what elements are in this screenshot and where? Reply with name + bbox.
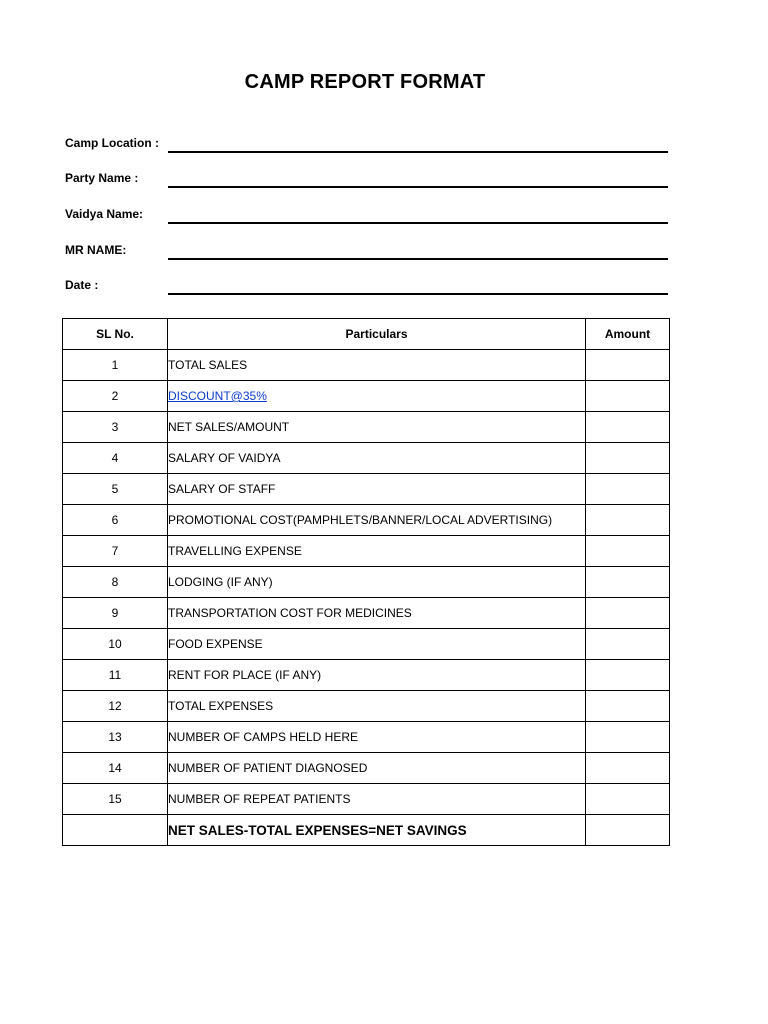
field-date [65,268,668,304]
row-amount-cell[interactable] [586,753,670,784]
row-particulars: NUMBER OF REPEAT PATIENTS [168,784,586,815]
table-row [63,443,670,474]
row-sl-no: 7 [63,536,168,567]
row-particulars: NET SALES/AMOUNT [168,412,586,443]
table-row [63,412,670,443]
row-sl-no: 10 [63,629,168,660]
row-sl-no: 13 [63,722,168,753]
field-label: MR NAME: [65,243,127,257]
row-amount-cell[interactable] [586,784,670,815]
row-amount-cell[interactable] [586,536,670,567]
report-table [62,318,670,846]
table-row [63,381,670,412]
row-particulars: TRAVELLING EXPENSE [168,536,586,567]
row-amount-cell[interactable] [586,598,670,629]
row-particulars: TRANSPORTATION COST FOR MEDICINES [168,598,586,629]
table-row [63,691,670,722]
row-amount-cell[interactable] [586,350,670,381]
row-particulars: FOOD EXPENSE [168,629,586,660]
table-header-row [63,319,670,350]
header-sl-no: SL No. [63,319,168,350]
row-sl-no [63,815,168,846]
row-sl-no: 9 [63,598,168,629]
row-sl-no: 4 [63,443,168,474]
table-row [63,660,670,691]
table-row [63,722,670,753]
row-amount-cell[interactable] [586,567,670,598]
net-savings-formula: NET SALES-TOTAL EXPENSES=NET SAVINGS [168,815,586,846]
row-particulars [168,381,586,412]
row-particulars: SALARY OF STAFF [168,474,586,505]
row-sl-no: 6 [63,505,168,536]
field-label: Date : [65,278,99,292]
table-row [63,598,670,629]
field-party-name [65,161,668,197]
mr-name-line[interactable] [168,258,668,260]
table-row [63,629,670,660]
row-sl-no: 1 [63,350,168,381]
row-amount-cell[interactable] [586,660,670,691]
row-sl-no: 11 [63,660,168,691]
table-row [63,567,670,598]
discount-link[interactable]: DISCOUNT@35% [168,389,267,403]
table-row [63,784,670,815]
page-title: CAMP REPORT FORMAT [244,71,486,93]
field-mr-name [65,233,668,269]
row-sl-no: 5 [63,474,168,505]
row-amount-cell[interactable] [586,629,670,660]
row-amount-cell[interactable] [586,412,670,443]
row-particulars: SALARY OF VAIDYA [168,443,586,474]
vaidya-name-line[interactable] [168,222,668,224]
row-particulars: PROMOTIONAL COST(PAMPHLETS/BANNER/LOCAL ADVERTISING) [168,505,586,536]
date-line[interactable] [168,293,668,295]
row-sl-no: 14 [63,753,168,784]
row-sl-no: 12 [63,691,168,722]
row-amount-cell[interactable] [586,691,670,722]
row-particulars: TOTAL SALES [168,350,586,381]
row-particulars: TOTAL EXPENSES [168,691,586,722]
row-amount-cell[interactable] [586,381,670,412]
table-row [63,474,670,505]
row-particulars: RENT FOR PLACE (IF ANY) [168,660,586,691]
row-amount-cell[interactable] [586,474,670,505]
row-amount-cell[interactable] [586,505,670,536]
field-label: Camp Location : [65,136,160,150]
field-vaidya-name [65,197,668,233]
net-savings-row [63,815,670,846]
row-particulars: NUMBER OF PATIENT DIAGNOSED [168,753,586,784]
header-amount: Amount [586,319,670,350]
table-row [63,350,670,381]
camp-location-line[interactable] [168,151,668,153]
row-sl-no: 8 [63,567,168,598]
field-camp-location [65,126,668,162]
field-label: Vaidya Name: [65,207,144,221]
row-sl-no: 3 [63,412,168,443]
row-sl-no: 15 [63,784,168,815]
row-particulars: LODGING (IF ANY) [168,567,586,598]
row-amount-cell[interactable] [586,722,670,753]
table-row [63,505,670,536]
row-amount-cell[interactable] [586,443,670,474]
row-amount-cell[interactable] [586,815,670,846]
party-name-line[interactable] [168,186,668,188]
field-label: Party Name : [65,171,139,185]
row-particulars: NUMBER OF CAMPS HELD HERE [168,722,586,753]
row-sl-no: 2 [63,381,168,412]
table-row [63,536,670,567]
table-row [63,753,670,784]
header-particulars: Particulars [168,319,586,350]
